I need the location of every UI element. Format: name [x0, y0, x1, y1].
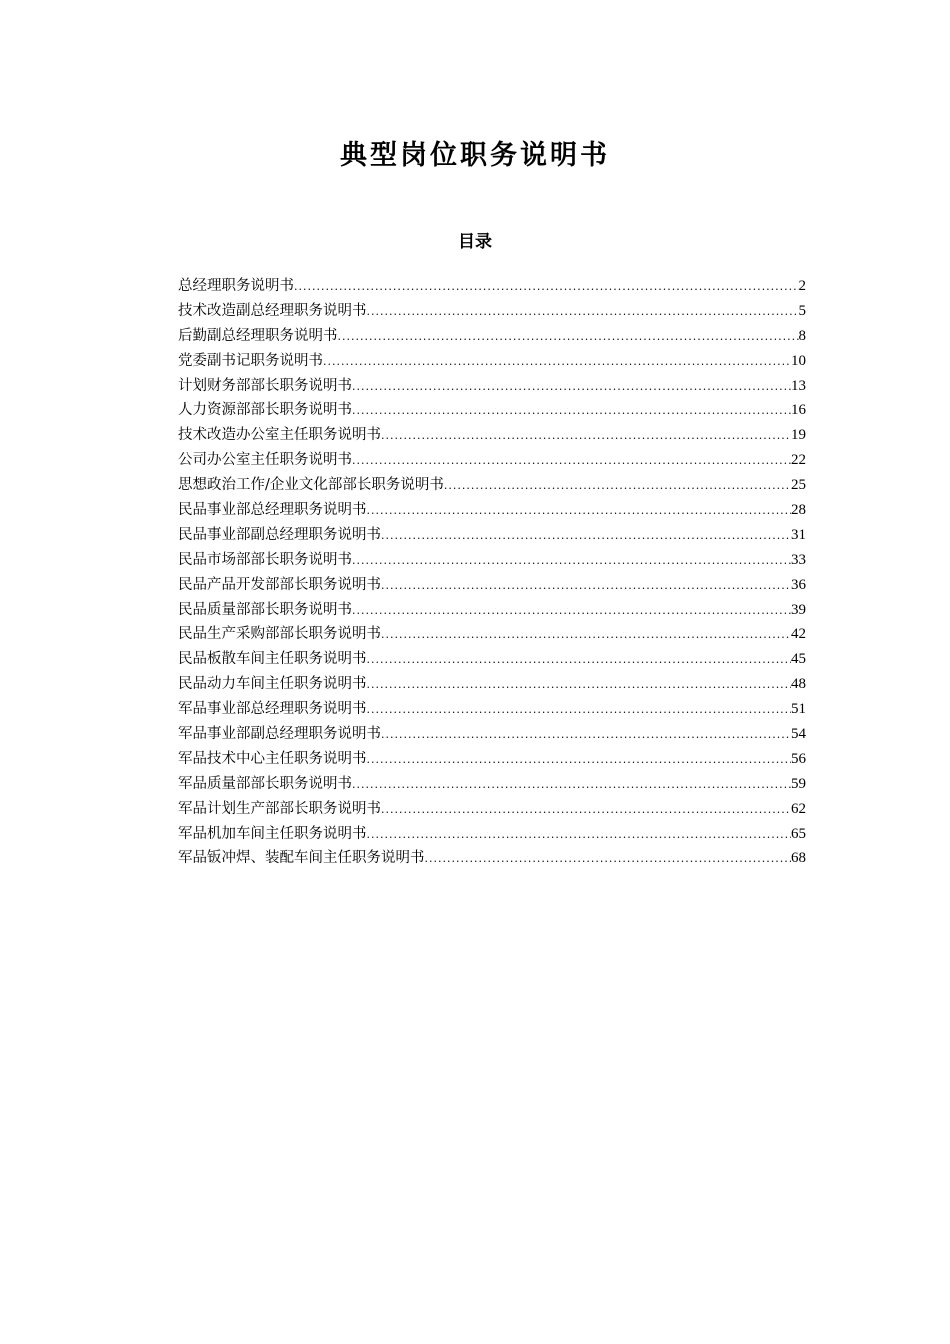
toc-leader-dots [352, 399, 791, 423]
toc-leader-dots [381, 424, 791, 448]
toc-entry[interactable] [178, 349, 806, 374]
toc-entry-page[interactable]: 65 [791, 825, 806, 842]
toc-entry[interactable] [178, 448, 806, 473]
toc-entry-page[interactable]: 16 [791, 402, 806, 419]
document-title: 典型岗位职务说明书 [340, 140, 610, 171]
toc-entry-page[interactable]: 48 [791, 676, 806, 693]
toc-leader-dots [444, 474, 791, 498]
toc-leader-dots [381, 723, 791, 747]
toc-entry-page[interactable]: 56 [791, 750, 806, 767]
toc-entry[interactable] [178, 797, 806, 822]
toc-entry-page[interactable]: 8 [798, 327, 806, 344]
toc-entry-label[interactable]: 军品事业部副总经理职务说明书 [178, 726, 381, 743]
toc-entry[interactable] [178, 324, 806, 349]
toc-entry-label[interactable]: 民品事业部副总经理职务说明书 [178, 526, 381, 543]
toc-entry[interactable] [178, 274, 806, 299]
toc-entry-page[interactable]: 19 [791, 427, 806, 444]
toc-entry-label[interactable]: 技术改造副总经理职务说明书 [178, 302, 367, 319]
toc-entry-label[interactable]: 民品质量部部长职务说明书 [178, 601, 352, 618]
toc-entry-label[interactable]: 人力资源部部长职务说明书 [178, 402, 352, 419]
toc-entry-page[interactable]: 28 [791, 502, 806, 519]
toc-entry-page[interactable]: 13 [791, 377, 806, 394]
toc-entry-page[interactable]: 62 [791, 800, 806, 817]
toc-entry-page[interactable]: 31 [791, 526, 806, 543]
toc-leader-dots [367, 499, 792, 523]
toc-leader-dots [352, 773, 791, 797]
toc-entry-label[interactable]: 后勤副总经理职务说明书 [178, 327, 338, 344]
toc-entry-label[interactable]: 民品产品开发部部长职务说明书 [178, 576, 381, 593]
toc-leader-dots [381, 623, 791, 647]
table-of-contents [178, 274, 806, 871]
toc-entry[interactable] [178, 498, 806, 523]
toc-entry[interactable] [178, 747, 806, 772]
toc-entry-page[interactable]: 54 [791, 726, 806, 743]
toc-entry[interactable] [178, 772, 806, 797]
toc-entry-label[interactable]: 思想政治工作/企业文化部部长职务说明书 [178, 477, 444, 494]
toc-leader-dots [294, 275, 799, 299]
toc-entry-page[interactable]: 51 [791, 701, 806, 718]
toc-entry[interactable] [178, 398, 806, 423]
toc-entry-page[interactable]: 45 [791, 651, 806, 668]
toc-entry-label[interactable]: 军品事业部总经理职务说明书 [178, 701, 367, 718]
toc-entry[interactable] [178, 622, 806, 647]
toc-leader-dots [352, 375, 791, 399]
toc-entry-label[interactable]: 民品事业部总经理职务说明书 [178, 502, 367, 519]
toc-entry-page[interactable]: 59 [791, 775, 806, 792]
toc-entry[interactable] [178, 846, 806, 871]
toc-entry-page[interactable]: 68 [791, 850, 806, 867]
toc-leader-dots [367, 648, 792, 672]
toc-entry-label[interactable]: 计划财务部部长职务说明书 [178, 377, 352, 394]
toc-entry[interactable] [178, 573, 806, 598]
toc-heading: 目录 [458, 232, 492, 252]
toc-entry-label[interactable]: 技术改造办公室主任职务说明书 [178, 427, 381, 444]
toc-entry-page[interactable]: 2 [798, 278, 806, 294]
toc-entry-page[interactable]: 39 [791, 601, 806, 618]
toc-leader-dots [338, 325, 799, 349]
toc-entry[interactable] [178, 647, 806, 672]
toc-entry-page[interactable]: 25 [791, 477, 806, 494]
toc-entry-label[interactable]: 军品技术中心主任职务说明书 [178, 750, 367, 767]
toc-leader-dots [381, 574, 791, 598]
toc-leader-dots [323, 350, 791, 374]
toc-entry-label[interactable]: 军品机加车间主任职务说明书 [178, 825, 367, 842]
toc-entry[interactable] [178, 672, 806, 697]
toc-entry[interactable] [178, 423, 806, 448]
toc-entry-label[interactable]: 军品钣冲焊、装配车间主任职务说明书 [178, 850, 425, 867]
toc-entry-label[interactable]: 民品动力车间主任职务说明书 [178, 676, 367, 693]
toc-entry-page[interactable]: 10 [791, 352, 806, 369]
toc-entry-label[interactable]: 军品计划生产部部长职务说明书 [178, 800, 381, 817]
toc-leader-dots [381, 524, 791, 548]
toc-entry-label[interactable]: 党委副书记职务说明书 [178, 352, 323, 369]
toc-leader-dots [352, 599, 791, 623]
toc-entry-label[interactable]: 军品质量部部长职务说明书 [178, 775, 352, 792]
toc-leader-dots [367, 673, 792, 697]
toc-entry[interactable] [178, 374, 806, 399]
toc-entry[interactable] [178, 722, 806, 747]
toc-leader-dots [367, 748, 792, 772]
toc-entry-label[interactable]: 公司办公室主任职务说明书 [178, 452, 352, 469]
toc-entry-page[interactable]: 5 [798, 302, 806, 319]
toc-entry[interactable] [178, 598, 806, 623]
toc-entry-label[interactable]: 总经理职务说明书 [178, 278, 294, 294]
toc-entry[interactable] [178, 299, 806, 324]
toc-leader-dots [381, 798, 791, 822]
toc-leader-dots [425, 847, 792, 871]
toc-leader-dots [352, 549, 791, 573]
toc-entry-page[interactable]: 33 [791, 551, 806, 568]
toc-entry-page[interactable]: 22 [791, 452, 806, 469]
toc-entry-label[interactable]: 民品生产采购部部长职务说明书 [178, 626, 381, 643]
toc-entry-label[interactable]: 民品市场部部长职务说明书 [178, 551, 352, 568]
toc-entry[interactable] [178, 548, 806, 573]
toc-leader-dots [352, 449, 791, 473]
toc-leader-dots [367, 823, 792, 847]
toc-leader-dots [367, 698, 792, 722]
toc-entry[interactable] [178, 523, 806, 548]
toc-entry[interactable] [178, 697, 806, 722]
toc-entry[interactable] [178, 822, 806, 847]
toc-entry-page[interactable]: 42 [791, 626, 806, 643]
toc-entry[interactable] [178, 473, 806, 498]
toc-entry-page[interactable]: 36 [791, 576, 806, 593]
toc-leader-dots [367, 300, 799, 324]
toc-entry-label[interactable]: 民品板散车间主任职务说明书 [178, 651, 367, 668]
